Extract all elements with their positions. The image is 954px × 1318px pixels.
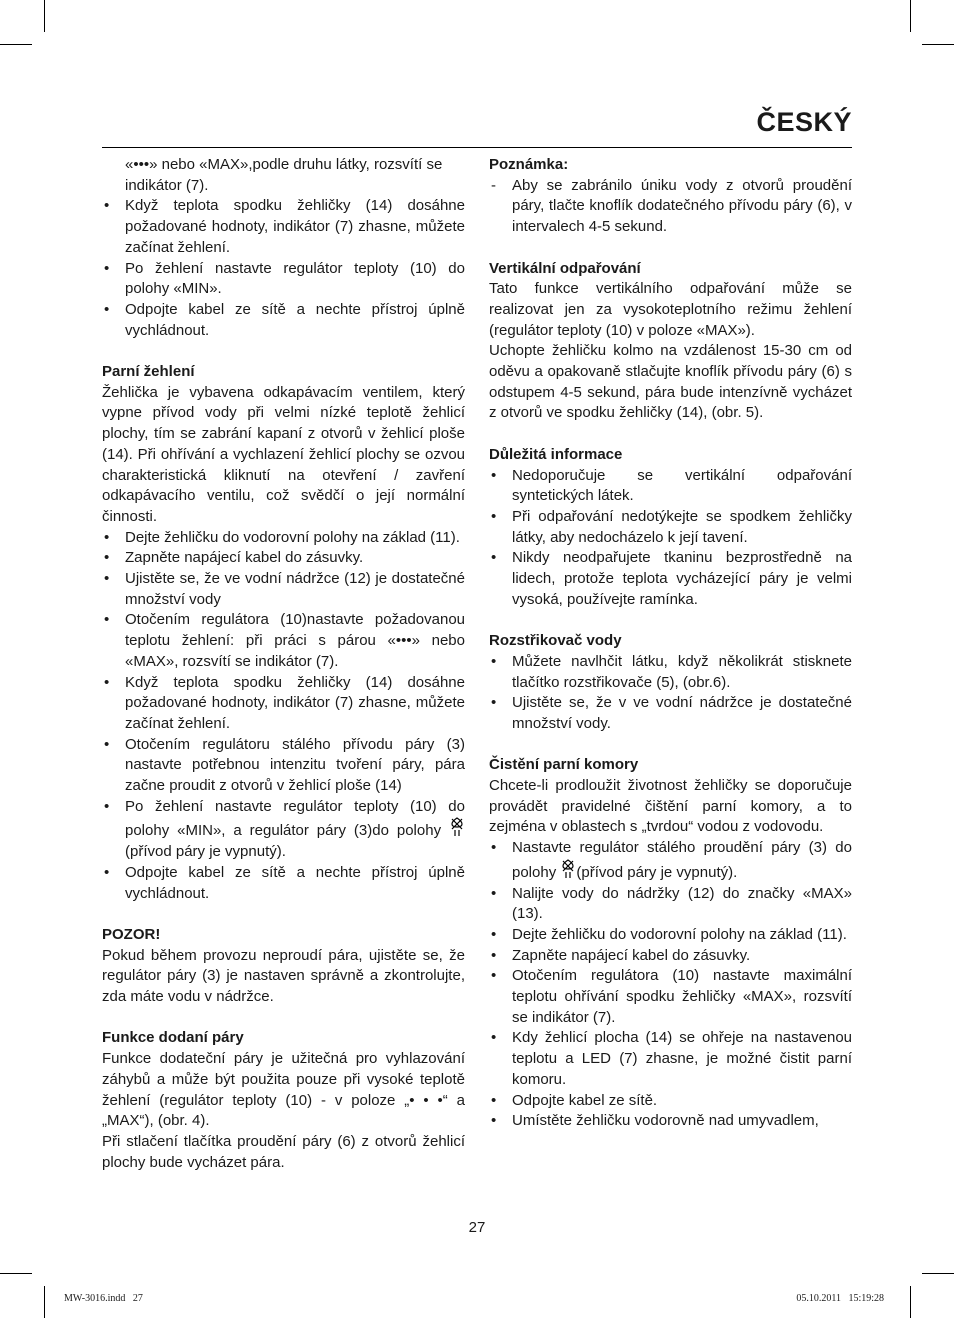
cleaning-list [489, 838, 852, 1132]
crop-mark [0, 44, 32, 45]
extra-steam-paragraph: Při stlačení tlačítka proudění páry (6) z otvorů žehlicí plochy bude vycházet pára. [102, 1133, 465, 1171]
list-item [489, 838, 852, 883]
steam-list [102, 528, 465, 905]
footer-timestamp: 05.10.2011 15:19:28 [796, 1293, 884, 1304]
section-heading-steam: Parní žehlení [102, 363, 195, 381]
list-item: • Zapněte napájecí kabel do zásuvky. [102, 548, 465, 569]
important-list [489, 466, 852, 611]
list-item: • Můžete navlhčit látku, když několikrát stisknete tlačítko rozstřikovače (5), (obr.6). [489, 652, 852, 693]
list-item-text: Po žehlení nastavte regulátor teploty (10) do polohy «MIN», a regulátor páry (3)do polohy [125, 797, 465, 840]
header-rule [102, 147, 852, 148]
section-heading-note: Poznámka: [489, 156, 569, 173]
list-item: • Odpojte kabel ze sítě a nechte přístroj úplně vychládnout. [102, 300, 465, 341]
list-item: • Kdy žehlicí plocha (14) se ohřeje na nastavenou teplotu a LED (7) zhasne, je možné čistit parní komoru. [489, 1028, 852, 1090]
list-item: • Otočením regulátoru stálého přívodu páry (3) nastavte potřebnou intenzitu tvoření páry, pára začne proudit z otvorů v žehlicí ploše (14) [102, 735, 465, 797]
list-item: • Odpojte kabel ze sítě a nechte přístroj úplně vychládnout. [102, 863, 465, 904]
section-heading-extra-steam: Funkce dodaní páry [102, 1029, 244, 1047]
list-item: - Aby se zabránilo úniku vody z otvorů proudění páry, tlačte knoflík dodatečného přívodu páry (6), v intervalech 4-5 sekund. [489, 176, 852, 238]
steam-off-icon [449, 817, 465, 839]
list-item-text: Nastavte regulátor stálého proudění páry (3) do polohy [512, 839, 852, 881]
list-item: • Dejte žehličku do vodorovní polohy na základ (11). [102, 528, 465, 549]
list-item: • Nedoporučuje se vertikální odpařování syntetických látek. [489, 466, 852, 507]
crop-mark [910, 1286, 911, 1318]
crop-mark [0, 1273, 32, 1274]
right-column [489, 155, 852, 1132]
list-item: • Když teplota spodku žehličky (14) dosáhne požadované hodnoty, indikátor (7) zhasne, můžete začínat žehlení. [102, 196, 465, 258]
intro-continuation: «•••» nebo «MAX»,podle druhu látky, rozsvítí se indikátor (7). [125, 156, 443, 194]
section-heading-sprayer: Rozstřikovač vody [489, 632, 622, 650]
crop-mark [44, 1286, 45, 1318]
list-item: • Zapněte napájecí kabel do zásuvky. [489, 946, 852, 967]
list-item: • Po žehlení nastavte regulátor teploty (10) do polohy «MIN». [102, 259, 465, 300]
crop-mark [922, 44, 954, 45]
cleaning-paragraph: Chcete-li prodloužit životnost žehličky se doporučuje provádět pravidelné čištění parní komory, a to zejména v oblastech s „tvrdou“ vodou z vodovodu. [489, 777, 852, 836]
footer-file-label: MW-3016.indd 27 [64, 1293, 143, 1304]
list-item: • Ujistěte se, že ve vodní nádržce (12) je dostatečné množství vody [102, 569, 465, 610]
steam-off-icon [560, 859, 576, 881]
list-item: • Když teplota spodku žehličky (14) dosáhne požadované hodnoty, indikátor (7) zhasne, můžete začínat žehlení. [102, 673, 465, 735]
warning-paragraph: Pokud během provozu neproudí pára, ujistěte se, že regulátor páry (3) je nastaven správně a zkontrolujte, zda máte vodu v nádržce. [102, 946, 465, 1006]
section-heading-important: Důležitá informace [489, 445, 623, 463]
page-number: 27 [468, 1219, 486, 1236]
list-item: • Ujistěte se, že v ve vodní nádržce je dostatečné množství vody. [489, 693, 852, 734]
list-item: • Při odpařování nedotýkejte se spodkem žehličky látky, aby nedocházelo k její tavení. [489, 507, 852, 548]
list-item-text: (přívod páry je vypnutý). [125, 843, 286, 861]
vertical-paragraph: Tato funkce vertikálního odpařování může se realizovat jen za vysokoteplotního režimu žehlení (regulátor teploty (10) v poloze «MAX»). [489, 280, 852, 339]
crop-mark [922, 1273, 954, 1274]
steam-paragraph: Žehlička je vybavena odkapávacím ventilem, který vypne přívod vody při velmi nízké teplotě žehlicí plochy, tím se zabrání kapaní z otvorů v žehlicí ploše (14). Při ohřívání a vychlazení žehlicí plochy se ozvou charakteristická kliknutí na otevření / zavření odkapávacího ventilu, což svědčí o její normální činnosti. [102, 383, 465, 525]
section-heading-cleaning: Čistění parní komory [489, 756, 639, 774]
section-heading-warning: POZOR! [102, 925, 161, 943]
vertical-paragraph: Uchopte žehličku kolmo na vzdálenost 15-30 cm od oděvu a opakovaně stlačujte knoflík přívodu páry (6) s odstupem 4-5 sekund, pára bude intenzívně vycházet z otvorů ve spodku žehličky (14), (obr. 5). [489, 342, 852, 422]
page-title: ČESKÝ [756, 107, 852, 137]
sprayer-list [489, 652, 852, 735]
crop-mark [910, 0, 911, 32]
list-item: • Odpojte kabel ze sítě. [489, 1091, 852, 1112]
list-item: • Otočením regulátora (10)nastavte požadovanou teplotu žehlení: při práci s párou «•••» nebo «MAX», rozsvítí se indikátor (7). [102, 610, 465, 672]
list-item: • Otočením regulátora (10) nastavte maximální teplotu ohřívání spodku žehličky «MAX», rozsvítí se indikátor (7). [489, 966, 852, 1028]
list-item: • Nikdy neodpařujete tkaninu bezprostředně na lidech, protože teplota vycházející páry je velmi vysoká, používejte ramínka. [489, 548, 852, 610]
note-list [489, 176, 852, 238]
section-heading-vertical: Vertikální odpařování [489, 259, 641, 277]
list-item-text: (přívod páry je vypnutý). [576, 863, 738, 881]
left-column [102, 155, 465, 1173]
extra-steam-paragraph: Funkce dodateční páry je užitečná pro vyhlazování záhybů a může být použita pouze při vysoké teplotě žehlení (regulátor teploty (10) - v poloze „• • •“ a „MAX“), (obr. 4). [102, 1050, 465, 1130]
intro-list [102, 196, 465, 341]
list-item: • Umístěte žehličku vodorovně nad umyvadlem, [489, 1111, 852, 1132]
list-item: • Nalijte vody do nádržky (12) do značky «MAX» (13). [489, 884, 852, 925]
list-item: • Dejte žehličku do vodorovní polohy na základ (11). [489, 925, 852, 946]
crop-mark [44, 0, 45, 32]
list-item [102, 797, 465, 863]
